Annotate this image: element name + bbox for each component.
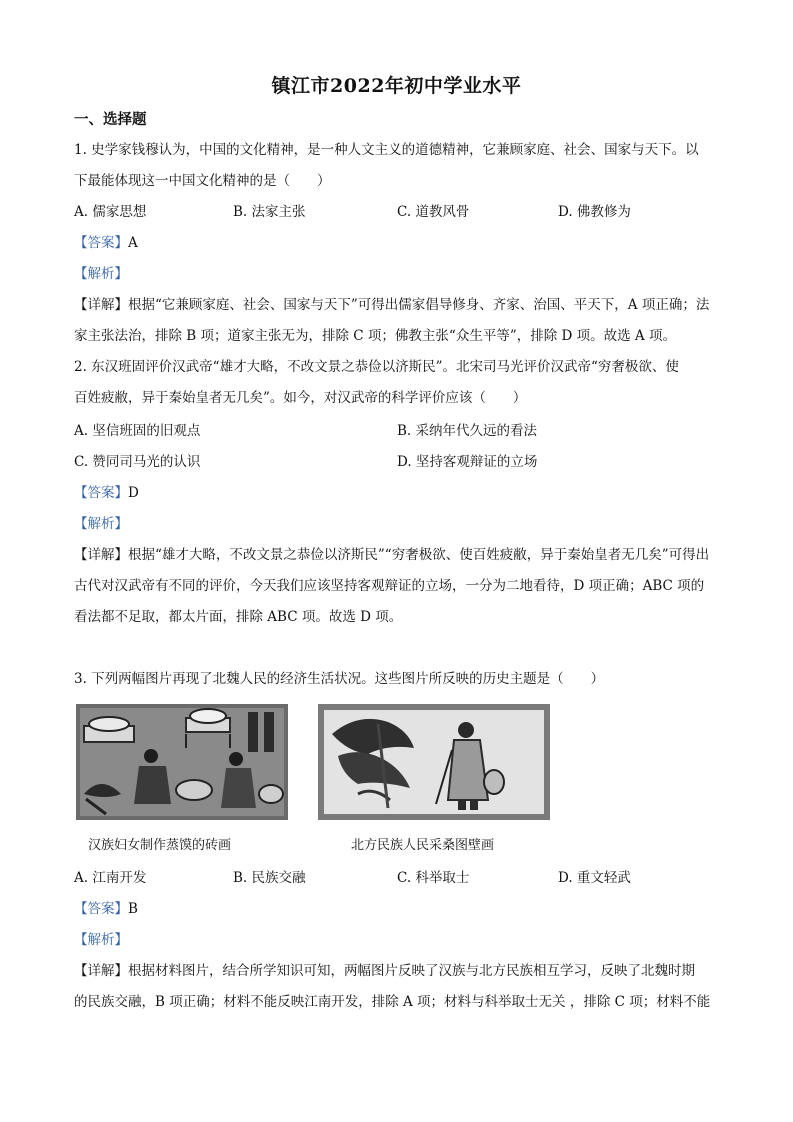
q3-analysis-label: 【解析】 (74, 932, 128, 948)
q2-stem-line2: 百姓疲敝，异于秦始皇者无几矣”。如今，对汉武帝的科学评价应该（ ） (74, 390, 527, 406)
q2-detail-line2: 古代对汉武帝有不同的评价，今天我们应该坚持客观辩证的立场，一分为二地看待，D 项正确；ABC 项的 (74, 578, 705, 594)
answer-value: A (128, 235, 138, 251)
answer-label: 【答案】 (74, 485, 128, 501)
q2-option-c: C. 赞同司马光的认识 (74, 454, 201, 470)
q2-analysis-label: 【解析】 (74, 516, 128, 532)
q1-detail-line1: 【详解】根据“它兼顾家庭、社会、国家与天下”可得出儒家倡导修身、齐家、治国、平天下，A 项正确；法 (74, 297, 710, 313)
q3-detail-line1: 【详解】根据材料图片，结合所学知识可知，两幅图片反映了汉族与北方民族相互学习，反映了北魏时期 (74, 963, 695, 979)
q1-option-a: A. 儒家思想 (74, 204, 147, 220)
q2-option-d: D. 坚持客观辩证的立场 (397, 454, 538, 470)
brick-painting-illustration (76, 704, 288, 820)
answer-label: 【答案】 (74, 901, 128, 917)
answer-value: D (128, 485, 139, 501)
q3-option-d: D. 重文轻武 (558, 870, 631, 886)
q3-answer (74, 899, 138, 919)
answer-value: B (128, 901, 138, 917)
q1-option-b: B. 法家主张 (233, 204, 306, 220)
mulberry-mural-image (318, 704, 550, 820)
q1-option-d: D. 佛教修为 (558, 204, 631, 220)
q3-option-b: B. 民族交融 (233, 870, 306, 886)
mulberry-mural-illustration (318, 704, 550, 820)
q1-option-c: C. 道教风骨 (397, 204, 470, 220)
q2-stem-line1: 2. 东汉班固评价汉武帝“雄才大略，不改文景之恭俭以济斯民”。北宋司马光评价汉武帝“穷奢极欲、使 (74, 359, 679, 375)
q1-analysis-label: 【解析】 (74, 266, 128, 282)
q1-stem-line2: 下最能体现这一中国文化精神的是（ ） (74, 173, 331, 189)
q2-option-a: A. 坚信班固的旧观点 (74, 423, 201, 439)
q2-detail-line3: 看法都不足取，都太片面，排除 ABC 项。故选 D 项。 (74, 609, 403, 625)
q3-detail-line2: 的民族交融，B 项正确；材料不能反映江南开发，排除 A 项；材料与科举取士无关 ，排除 C 项；材料不能 (74, 994, 711, 1010)
q2-answer (74, 483, 139, 503)
q2-detail-line1: 【详解】根据“雄才大略，不改文景之恭俭以济斯民”“穷奢极欲、使百姓疲敝，异于秦始皇者无几矣”可得出 (74, 547, 710, 563)
q3-stem-line1: 3. 下列两幅图片再现了北魏人民的经济生活状况。这些图片所反映的历史主题是（ ） (74, 671, 605, 687)
brick-painting-image (76, 704, 288, 820)
page-title: 镇江市2022年初中学业水平 (271, 75, 522, 97)
q3-option-a: A. 江南开发 (74, 870, 147, 886)
q3-option-c: C. 科举取士 (397, 870, 470, 886)
q1-stem-line1: 1. 史学家钱穆认为，中国的文化精神，是一种人文主义的道德精神，它兼顾家庭、社会、国家与天下。以 (74, 142, 699, 158)
caption-left: 汉族妇女制作蒸馍的砖画 (88, 838, 232, 853)
answer-label: 【答案】 (74, 235, 128, 251)
caption-right: 北方民族人民采桑图壁画 (351, 838, 495, 853)
q1-detail-line2: 家主张法治，排除 B 项；道家主张无为，排除 C 项；佛教主张“众生平等”，排除 D 项。故选 A 项。 (74, 328, 676, 344)
section-heading: 一、选择题 (74, 111, 147, 128)
q2-option-b: B. 采纳年代久远的看法 (397, 423, 538, 439)
q1-answer (74, 233, 138, 253)
